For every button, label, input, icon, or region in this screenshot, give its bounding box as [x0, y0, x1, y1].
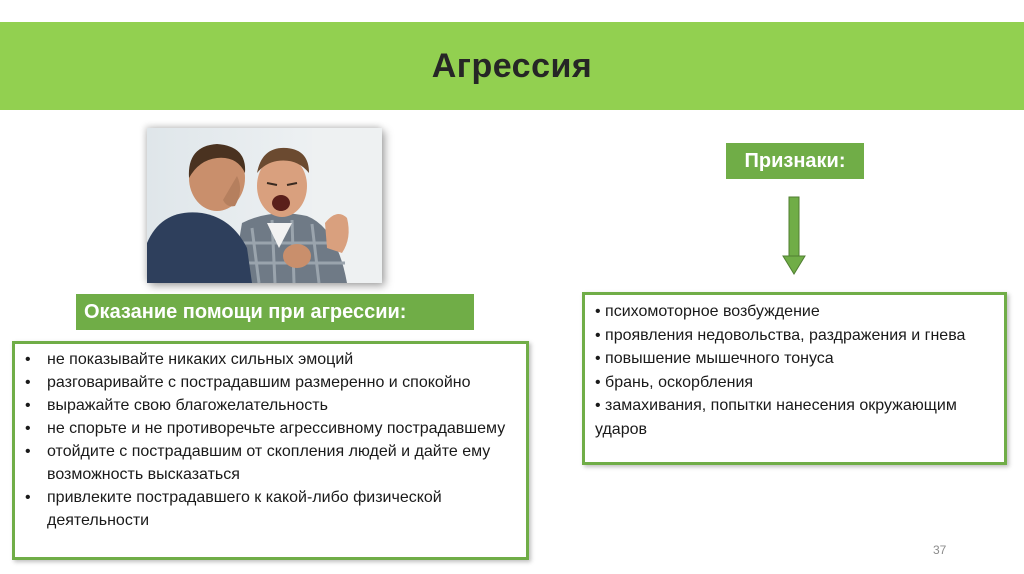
signs-list-box	[582, 292, 1007, 465]
help-item: • разговаривайте с пострадавшим размеренно и спокойно	[23, 371, 518, 394]
help-list-box	[12, 341, 529, 560]
help-item: • отойдите с пострадавшим от скопления людей и дайте ему возможность высказаться	[23, 440, 518, 486]
signs-list	[595, 300, 994, 441]
sign-item: • замахивания, попытки нанесения окружающим ударов	[595, 397, 957, 438]
title-bar	[0, 22, 1024, 110]
aggression-photo	[147, 128, 382, 283]
help-item: • не показывайте никаких сильных эмоций	[23, 348, 518, 371]
sign-item: • повышение мышечного тонуса	[595, 350, 834, 367]
help-list	[23, 348, 518, 532]
help-heading: Оказание помощи при агрессии:	[76, 294, 474, 330]
sign-item: • психомоторное возбуждение	[595, 303, 820, 320]
signs-heading: Признаки:	[726, 143, 864, 179]
sign-item: • проявления недовольства, раздражения и гнева	[595, 326, 966, 344]
help-item: • привлеките пострадавшего к какой-либо физической деятельности	[23, 486, 518, 532]
help-item: • не спорьте и не противоречьте агрессивному пострадавшему	[23, 417, 518, 440]
arrow-down-icon	[782, 196, 806, 276]
help-item: • выражайте свою благожелательность	[23, 394, 518, 417]
sign-item: • брань, оскорбления	[595, 373, 754, 391]
page-number: 37	[933, 543, 947, 557]
slide-title: Агрессия	[431, 46, 593, 85]
